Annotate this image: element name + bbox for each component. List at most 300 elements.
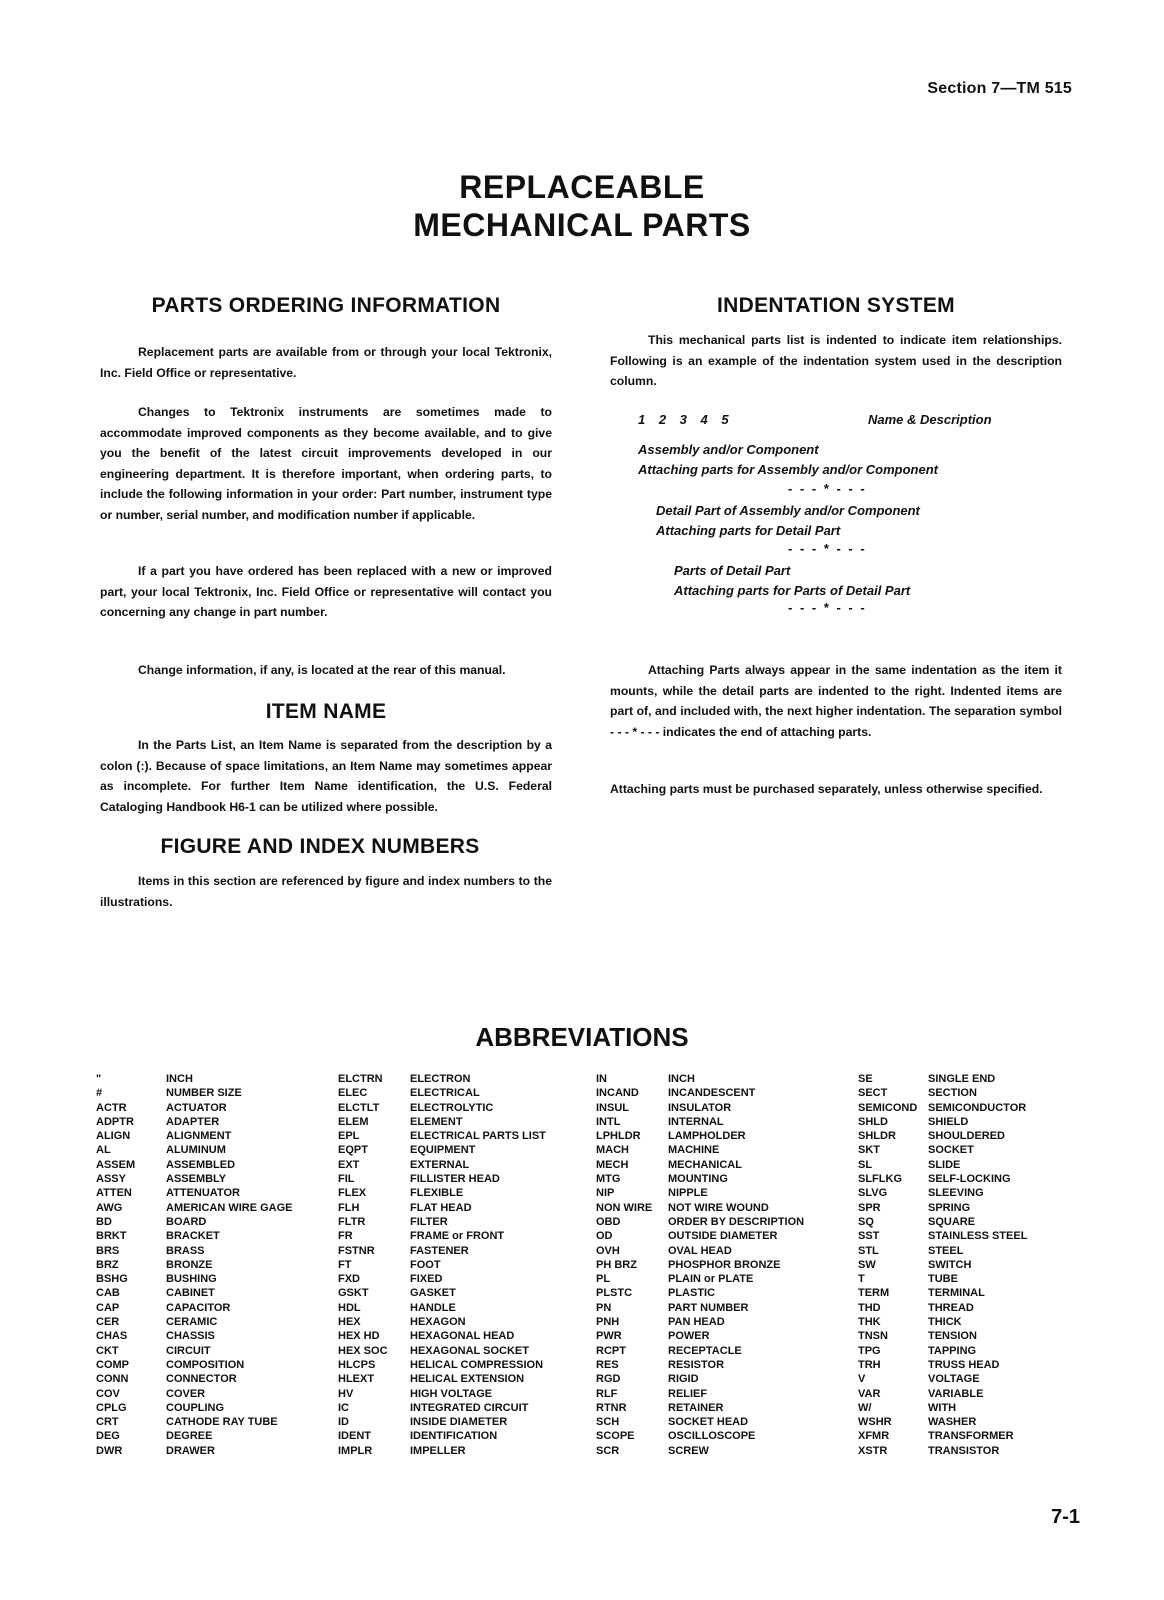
abbreviation-code: FR xyxy=(338,1230,353,1243)
abbreviation-code: ATTEN xyxy=(96,1187,132,1200)
abbreviation-row xyxy=(338,1344,580,1358)
abbreviation-definition: POWER xyxy=(668,1330,710,1343)
abbreviation-code: FLH xyxy=(338,1201,360,1214)
indent-level1-a: Assembly and/or Component xyxy=(638,442,819,457)
abbreviation-code: CAP xyxy=(96,1301,120,1314)
abbreviation-definition: CATHODE RAY TUBE xyxy=(166,1416,278,1429)
page-title xyxy=(0,168,1164,244)
abbreviation-code: EXT xyxy=(338,1158,360,1171)
abbreviation-row xyxy=(338,1429,580,1443)
abbreviation-row xyxy=(858,1372,1068,1386)
abbreviation-definition: FLEXIBLE xyxy=(410,1187,464,1200)
abbreviation-definition: FIXED xyxy=(410,1273,443,1286)
abbreviation-definition: HEXAGON xyxy=(410,1316,466,1329)
abbreviation-definition: HELICAL COMPRESSION xyxy=(410,1358,544,1371)
page-title-line2: MECHANICAL PARTS xyxy=(413,207,751,243)
abbreviation-code: SW xyxy=(858,1258,876,1271)
parts-ordering-p4: Change information, if any, is located at the rear of this manual. xyxy=(138,663,506,677)
abbreviation-code: TPG xyxy=(858,1344,881,1357)
abbreviation-row xyxy=(858,1086,1068,1100)
abbreviation-row xyxy=(858,1429,1068,1443)
abbreviation-definition: SELF-LOCKING xyxy=(928,1173,1011,1186)
abbreviation-code: LPHLDR xyxy=(596,1130,641,1143)
abbreviation-code: FLTR xyxy=(338,1215,366,1228)
abbreviation-definition: ORDER BY DESCRIPTION xyxy=(668,1215,805,1228)
abbreviation-definition: ELEMENT xyxy=(410,1115,463,1128)
abbreviation-code: V xyxy=(858,1373,866,1386)
abbreviation-definition: PLASTIC xyxy=(668,1287,716,1300)
indent-name-description: Name & Description xyxy=(868,412,992,427)
abbreviation-code: THK xyxy=(858,1316,881,1329)
abbreviation-definition: PART NUMBER xyxy=(668,1301,749,1314)
abbreviation-row xyxy=(96,1172,336,1186)
abbreviation-code: OD xyxy=(596,1230,613,1243)
abbreviation-code: FLEX xyxy=(338,1187,367,1200)
abbreviation-code: RCPT xyxy=(596,1344,626,1357)
abbreviation-definition: INCH xyxy=(166,1073,193,1085)
abbreviation-code: XFMR xyxy=(858,1430,890,1443)
abbreviation-code: ELCTLT xyxy=(338,1101,380,1114)
abbreviation-row xyxy=(96,1229,336,1243)
abbreviation-definition: FILLISTER HEAD xyxy=(410,1173,500,1186)
abbreviation-definition: GASKET xyxy=(410,1287,456,1300)
abbreviation-definition: RECEPTACLE xyxy=(668,1344,742,1357)
abbreviation-row xyxy=(596,1415,838,1429)
abbreviation-row xyxy=(596,1115,838,1129)
abbreviation-row xyxy=(596,1358,838,1372)
abbreviation-definition: TUBE xyxy=(928,1273,958,1286)
abbreviation-definition: RESISTOR xyxy=(668,1358,725,1371)
abbreviation-row xyxy=(596,1301,838,1315)
abbreviation-definition: MECHANICAL xyxy=(668,1158,742,1171)
abbreviation-code: NIP xyxy=(596,1187,615,1200)
abbreviation-row xyxy=(96,1244,336,1258)
abbreviation-code: THD xyxy=(858,1301,881,1314)
abbreviation-code: EQPT xyxy=(338,1144,368,1157)
abbreviation-row xyxy=(338,1401,580,1415)
abbreviation-code: AWG xyxy=(96,1201,123,1214)
abbreviation-definition: FASTENER xyxy=(410,1244,469,1257)
abbreviation-row xyxy=(858,1329,1068,1343)
abbreviation-definition: ALUMINUM xyxy=(166,1144,226,1157)
abbreviation-definition: CIRCUIT xyxy=(166,1344,211,1357)
abbreviation-row xyxy=(858,1401,1068,1415)
abbreviation-definition: ELECTRON xyxy=(410,1073,471,1085)
abbreviation-definition: AMERICAN WIRE GAGE xyxy=(166,1201,293,1214)
abbreviation-definition: ASSEMBLY xyxy=(166,1173,227,1186)
abbreviation-code: TRH xyxy=(858,1358,881,1371)
abbreviation-code: SQ xyxy=(858,1215,874,1228)
abbreviation-definition: ATTENUATOR xyxy=(166,1187,240,1200)
abbreviation-code: HEX xyxy=(338,1316,361,1329)
abbreviation-row xyxy=(96,1186,336,1200)
abbreviation-definition: LAMPHOLDER xyxy=(668,1130,746,1143)
abbreviation-code: DEG xyxy=(96,1430,120,1443)
abbreviation-code: RES xyxy=(596,1358,619,1371)
page-number: 7-1 xyxy=(1051,1506,1080,1528)
abbreviation-definition: SLIDE xyxy=(928,1158,961,1171)
abbreviation-code: " xyxy=(96,1073,102,1085)
abbreviation-definition: NUMBER SIZE xyxy=(166,1087,242,1100)
abbreviation-code: STL xyxy=(858,1244,879,1257)
abbreviation-row xyxy=(338,1301,580,1315)
indent-level1-b: Attaching parts for Assembly and/or Component xyxy=(638,462,938,477)
abbreviation-row xyxy=(338,1444,580,1458)
abbreviation-code: INSUL xyxy=(596,1101,629,1114)
abbreviation-row xyxy=(338,1358,580,1372)
abbreviation-definition: ADAPTER xyxy=(166,1115,220,1128)
abbreviation-row xyxy=(596,1229,838,1243)
abbreviation-code: CHAS xyxy=(96,1330,128,1343)
abbreviation-definition: SINGLE END xyxy=(928,1073,996,1085)
abbreviation-row xyxy=(96,1201,336,1215)
indentation-p2: Attaching Parts always appear in the same indentation as the item it mounts, while the detail parts are indented to the right. Indented items are part of, and included with, the next higher indentation. The separation symbol - - - * - - - indicates the end of attaching parts. xyxy=(610,663,1062,739)
abbreviation-code: SECT xyxy=(858,1087,888,1100)
abbreviation-definition: MOUNTING xyxy=(668,1173,728,1186)
abbreviation-definition: SEMICONDUCTOR xyxy=(928,1101,1027,1114)
abbreviation-code: AL xyxy=(96,1144,111,1157)
abbreviation-code: CRT xyxy=(96,1416,119,1429)
abbreviation-definition: WASHER xyxy=(928,1416,977,1429)
abbreviation-code: ELCTRN xyxy=(338,1073,383,1085)
abbr-column-2 xyxy=(338,1072,580,1458)
abbreviation-row xyxy=(338,1272,580,1286)
abbreviation-code: PH BRZ xyxy=(596,1258,637,1271)
abbreviation-definition: RETAINER xyxy=(668,1401,724,1414)
abbreviation-definition: BRASS xyxy=(166,1244,205,1257)
abbreviation-row xyxy=(96,1086,336,1100)
abbreviation-row xyxy=(338,1115,580,1129)
abbreviation-definition: ACTUATOR xyxy=(166,1101,227,1114)
abbreviation-code: SST xyxy=(858,1230,880,1243)
abbreviation-row xyxy=(596,1372,838,1386)
abbreviation-definition: EXTERNAL xyxy=(410,1158,470,1171)
abbreviation-definition: CERAMIC xyxy=(166,1316,218,1329)
abbreviation-row xyxy=(596,1329,838,1343)
abbreviation-definition: SOCKET HEAD xyxy=(668,1416,749,1429)
abbreviation-code: FIL xyxy=(338,1173,355,1186)
abbreviation-code: FT xyxy=(338,1258,352,1271)
abbreviation-definition: COMPOSITION xyxy=(166,1358,245,1371)
abbreviation-code: RTNR xyxy=(596,1401,627,1414)
abbreviation-definition: IMPELLER xyxy=(410,1444,466,1457)
abbreviation-code: T xyxy=(858,1273,865,1286)
abbreviation-row xyxy=(338,1244,580,1258)
abbreviation-row xyxy=(96,1286,336,1300)
abbreviation-definition: DRAWER xyxy=(166,1444,215,1457)
indent-separator-3: - - - * - - - xyxy=(788,600,867,615)
abbreviation-code: SLVG xyxy=(858,1187,888,1200)
abbreviation-definition: TRANSISTOR xyxy=(928,1444,1000,1457)
abbreviation-definition: ELECTRICAL PARTS LIST xyxy=(410,1130,546,1143)
abbreviation-definition: SECTION xyxy=(928,1087,977,1100)
abbreviation-row xyxy=(596,1086,838,1100)
abbreviation-definition: FOOT xyxy=(410,1258,441,1271)
abbreviation-definition: DEGREE xyxy=(166,1430,213,1443)
abbreviation-row xyxy=(858,1301,1068,1315)
abbreviation-row xyxy=(338,1158,580,1172)
abbreviation-definition: HEXAGONAL HEAD xyxy=(410,1330,515,1343)
abbreviation-code: NON WIRE xyxy=(596,1201,653,1214)
abbreviation-row xyxy=(338,1172,580,1186)
abbreviation-definition: FLAT HEAD xyxy=(410,1201,472,1214)
abbreviation-code: CAB xyxy=(96,1287,120,1300)
abbreviation-code: OBD xyxy=(596,1215,621,1228)
abbreviation-definition: ELECTRICAL xyxy=(410,1087,480,1100)
figure-index-heading: FIGURE AND INDEX NUMBERS xyxy=(160,835,480,858)
abbreviation-definition: TRANSFORMER xyxy=(928,1430,1014,1443)
indent-separator-2: - - - * - - - xyxy=(788,541,867,556)
abbreviation-row xyxy=(338,1101,580,1115)
abbreviation-definition: NOT WIRE WOUND xyxy=(668,1201,769,1214)
indent-level2-b: Attaching parts for Detail Part xyxy=(656,523,841,538)
abbreviation-row xyxy=(96,1101,336,1115)
abbreviation-definition: IDENTIFICATION xyxy=(410,1430,498,1443)
indent-level3-a: Parts of Detail Part xyxy=(674,563,791,578)
abbreviation-row xyxy=(858,1186,1068,1200)
item-name-p1: In the Parts List, an Item Name is separated from the description by a colon (:). Because of space limitations, an Item Name may sometimes appear as incomplete. For further Item Name identification, the U.S. Federal Cataloging Handbook H6-1 can be utilized where possible. xyxy=(100,738,552,814)
abbreviation-code: PLSTC xyxy=(596,1287,633,1300)
abbreviation-row xyxy=(596,1244,838,1258)
abbreviation-row xyxy=(338,1201,580,1215)
abbreviation-code: # xyxy=(96,1087,103,1100)
abbreviation-definition: ASSEMBLED xyxy=(166,1158,236,1171)
abbreviation-row xyxy=(96,1344,336,1358)
abbreviation-code: SCR xyxy=(596,1444,620,1457)
abbreviation-row xyxy=(858,1229,1068,1243)
abbreviation-code: OVH xyxy=(596,1244,620,1257)
abbreviation-definition: COUPLING xyxy=(166,1401,225,1414)
abbreviation-definition: ELECTROLYTIC xyxy=(410,1101,494,1114)
abbr-column-1 xyxy=(96,1072,336,1458)
abbreviation-code: HLEXT xyxy=(338,1373,375,1386)
abbreviation-row xyxy=(338,1329,580,1343)
abbreviation-definition: VOLTAGE xyxy=(928,1373,980,1386)
abbreviation-definition: BRONZE xyxy=(166,1258,213,1271)
abbreviation-definition: HANDLE xyxy=(410,1301,456,1314)
abbreviation-code: MECH xyxy=(596,1158,629,1171)
figure-index-p1: Items in this section are referenced by figure and index numbers to the illustrations. xyxy=(100,874,552,909)
abbreviation-row xyxy=(596,1444,838,1458)
abbreviation-definition: WITH xyxy=(928,1401,957,1414)
abbreviation-code: GSKT xyxy=(338,1287,369,1300)
abbreviation-code: ELEM xyxy=(338,1115,369,1128)
abbreviation-code: SCH xyxy=(596,1416,620,1429)
abbreviation-definition: SCREW xyxy=(668,1444,709,1457)
abbreviation-code: FSTNR xyxy=(338,1244,375,1257)
abbreviation-row xyxy=(858,1444,1068,1458)
parts-ordering-p1: Replacement parts are available from or through your local Tektronix, Inc. Field Office or representative. xyxy=(100,345,552,380)
abbreviation-definition: SWITCH xyxy=(928,1258,972,1271)
abbreviation-code: SHLD xyxy=(858,1115,888,1128)
abbr-column-3 xyxy=(596,1072,838,1458)
abbreviation-definition: THICK xyxy=(928,1316,962,1329)
abbreviation-row xyxy=(96,1272,336,1286)
abbreviation-code: ADPTR xyxy=(96,1115,134,1128)
abbreviation-code: RGD xyxy=(596,1373,621,1386)
abbreviation-row xyxy=(338,1186,580,1200)
abbreviation-row xyxy=(596,1286,838,1300)
abbreviation-code: SEMICOND xyxy=(858,1101,918,1114)
abbreviation-definition: SOCKET xyxy=(928,1144,974,1157)
abbreviation-definition: INCANDESCENT xyxy=(668,1087,756,1100)
abbreviation-row xyxy=(96,1329,336,1343)
abbreviation-definition: SLEEVING xyxy=(928,1187,984,1200)
abbreviation-definition: INTERNAL xyxy=(668,1115,724,1128)
abbreviation-row xyxy=(858,1143,1068,1157)
abbreviation-row xyxy=(858,1286,1068,1300)
abbreviation-code: EPL xyxy=(338,1130,360,1143)
abbreviation-row xyxy=(596,1129,838,1143)
abbreviation-row xyxy=(96,1215,336,1229)
abbreviation-code: SKT xyxy=(858,1144,880,1157)
indentation-p3: Attaching parts must be purchased separately, unless otherwise specified. xyxy=(610,782,1043,796)
abbreviation-definition: HIGH VOLTAGE xyxy=(410,1387,493,1400)
page-title-line1: REPLACEABLE xyxy=(459,169,705,205)
abbreviation-row xyxy=(596,1186,838,1200)
abbreviation-code: MACH xyxy=(596,1144,629,1157)
abbreviation-definition: PAN HEAD xyxy=(668,1316,725,1329)
abbreviation-row xyxy=(596,1158,838,1172)
abbreviation-code: FXD xyxy=(338,1273,360,1286)
abbreviation-code: W/ xyxy=(858,1401,872,1414)
abbreviation-row xyxy=(338,1086,580,1100)
abbreviation-code: INTL xyxy=(596,1115,621,1128)
abbreviation-row xyxy=(338,1072,580,1086)
abbreviation-row xyxy=(858,1244,1068,1258)
abbreviation-row xyxy=(338,1215,580,1229)
abbreviation-code: SL xyxy=(858,1158,873,1171)
abbreviation-row xyxy=(96,1429,336,1443)
abbreviation-code: ASSEM xyxy=(96,1158,136,1171)
abbreviation-definition: PHOSPHOR BRONZE xyxy=(668,1258,781,1271)
abbreviation-row xyxy=(338,1143,580,1157)
abbreviations-heading: ABBREVIATIONS xyxy=(475,1022,689,1052)
abbreviation-row xyxy=(858,1129,1068,1143)
abbreviation-row xyxy=(596,1315,838,1329)
abbreviation-definition: VARIABLE xyxy=(928,1387,984,1400)
abbreviation-definition: RIGID xyxy=(668,1373,699,1386)
abbreviation-definition: STEEL xyxy=(928,1244,964,1257)
abbreviation-code: SE xyxy=(858,1073,873,1085)
abbreviation-definition: NIPPLE xyxy=(668,1187,708,1200)
abbreviation-row xyxy=(858,1387,1068,1401)
abbreviation-row xyxy=(858,1201,1068,1215)
abbreviation-row xyxy=(596,1344,838,1358)
abbreviation-row xyxy=(596,1172,838,1186)
abbreviation-row xyxy=(96,1387,336,1401)
abbreviation-definition: TAPPING xyxy=(928,1344,977,1357)
abbreviation-code: IN xyxy=(596,1073,607,1085)
abbreviation-row xyxy=(338,1372,580,1386)
abbreviation-code: ELEC xyxy=(338,1087,368,1100)
abbreviation-definition: STAINLESS STEEL xyxy=(928,1230,1028,1243)
abbreviation-row xyxy=(96,1301,336,1315)
abbreviation-definition: CABINET xyxy=(166,1287,215,1300)
parts-ordering-heading: PARTS ORDERING INFORMATION xyxy=(151,294,501,317)
abbreviation-definition: TRUSS HEAD xyxy=(928,1358,1000,1371)
abbreviation-row xyxy=(858,1315,1068,1329)
abbreviation-code: BD xyxy=(96,1215,112,1228)
abbreviation-definition: SHOULDERED xyxy=(928,1130,1006,1143)
abbreviation-code: CKT xyxy=(96,1344,119,1357)
abbreviation-row xyxy=(96,1258,336,1272)
abbreviation-code: SPR xyxy=(858,1201,881,1214)
abbreviation-definition: CONNECTOR xyxy=(166,1373,237,1386)
abbreviation-code: INCAND xyxy=(596,1087,639,1100)
abbreviation-row xyxy=(96,1358,336,1372)
abbreviation-definition: INSIDE DIAMETER xyxy=(410,1416,508,1429)
abbreviation-code: COV xyxy=(96,1387,120,1400)
parts-ordering-p2: Changes to Tektronix instruments are sometimes made to accommodate improved components as they become available, and to give you the benefit of the latest circuit improvements developed in our engineering department. It is therefore important, when ordering parts, to include the following information in your order: Part number, instrument type or number, serial number, and modification number if applicable. xyxy=(100,405,552,522)
abbreviation-code: HEX SOC xyxy=(338,1344,388,1357)
abbreviation-code: HEX HD xyxy=(338,1330,380,1343)
abbreviation-definition: FRAME or FRONT xyxy=(410,1230,505,1243)
abbreviation-code: XSTR xyxy=(858,1444,888,1457)
abbreviation-row xyxy=(338,1387,580,1401)
indent-level3-b: Attaching parts for Parts of Detail Part xyxy=(674,583,911,598)
abbreviation-row xyxy=(96,1129,336,1143)
abbreviation-definition: OSCILLOSCOPE xyxy=(668,1430,756,1443)
abbreviation-code: BRKT xyxy=(96,1230,127,1243)
abbreviation-row xyxy=(858,1215,1068,1229)
abbreviation-definition: ALIGNMENT xyxy=(166,1130,232,1143)
abbreviation-definition: BOARD xyxy=(166,1215,207,1228)
abbreviation-definition: EQUIPMENT xyxy=(410,1144,476,1157)
abbreviation-row xyxy=(596,1272,838,1286)
abbreviation-row xyxy=(858,1258,1068,1272)
abbreviation-row xyxy=(596,1201,838,1215)
abbreviation-row xyxy=(596,1101,838,1115)
abbreviation-code: MTG xyxy=(596,1173,621,1186)
abbreviation-row xyxy=(338,1315,580,1329)
abbreviation-code: HV xyxy=(338,1387,354,1400)
abbreviation-row xyxy=(96,1315,336,1329)
abbreviation-code: HDL xyxy=(338,1301,361,1314)
abbreviation-row xyxy=(338,1229,580,1243)
abbreviation-row xyxy=(596,1258,838,1272)
abbreviation-row xyxy=(96,1072,336,1086)
abbreviation-definition: MACHINE xyxy=(668,1144,720,1157)
abbreviation-code: SCOPE xyxy=(596,1430,635,1443)
abbreviation-code: IC xyxy=(338,1401,349,1414)
abbreviation-definition: INTEGRATED CIRCUIT xyxy=(410,1401,529,1414)
abbreviation-row xyxy=(858,1415,1068,1429)
abbreviation-code: COMP xyxy=(96,1358,129,1371)
abbreviation-row xyxy=(96,1415,336,1429)
abbreviation-row xyxy=(596,1143,838,1157)
abbreviation-code: CER xyxy=(96,1316,120,1329)
abbreviation-definition: OUTSIDE DIAMETER xyxy=(668,1230,778,1243)
abbreviation-code: PWR xyxy=(596,1330,622,1343)
abbreviation-definition: FILTER xyxy=(410,1215,448,1228)
abbreviation-row xyxy=(858,1115,1068,1129)
abbreviation-code: IDENT xyxy=(338,1430,371,1443)
abbreviation-row xyxy=(596,1387,838,1401)
abbreviation-code: ID xyxy=(338,1416,349,1429)
item-name-heading: ITEM NAME xyxy=(265,700,387,723)
abbreviation-code: RLF xyxy=(596,1387,618,1400)
indent-level2-a: Detail Part of Assembly and/or Component xyxy=(656,503,920,518)
abbreviation-code: CPLG xyxy=(96,1401,127,1414)
abbreviation-row xyxy=(96,1401,336,1415)
abbreviation-row xyxy=(96,1372,336,1386)
section-header: Section 7—TM 515 xyxy=(927,80,1072,97)
abbreviation-code: BRS xyxy=(96,1244,120,1257)
abbreviation-code: IMPLR xyxy=(338,1444,373,1457)
indentation-p1: This mechanical parts list is indented to indicate item relationships. Following is an example of the indentation system used in the description column. xyxy=(610,333,1062,388)
abbreviation-row xyxy=(338,1258,580,1272)
